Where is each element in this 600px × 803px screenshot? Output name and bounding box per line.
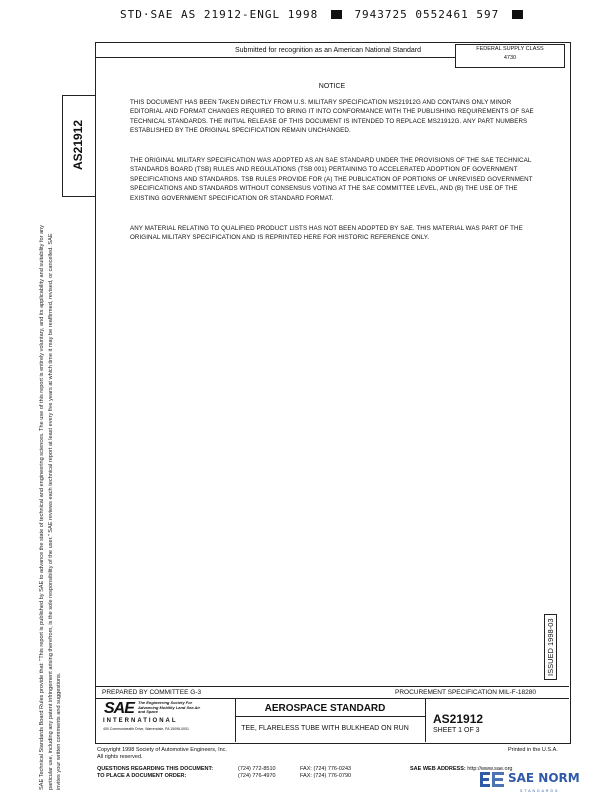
paragraph: ANY MATERIAL RELATING TO QUALIFIED PRODUCT LISTS HAS NOT BEEN ADOPTED BY SAE. THIS MATERIAL WAS PART OF THE ORIGINAL MILITARY SPECIFICATION AND IS REPRINTED HERE FOR HISTORIC REFERENCE ONLY. (130, 225, 523, 242)
submitted-note: Submitted for recognition as an American National Standard (235, 47, 421, 54)
divider (235, 698, 236, 742)
sae-logo: SAE (104, 700, 134, 717)
sae-tagline: The Engineering Society For Advancing Mobility Land Sea Air and Space (138, 700, 201, 714)
footer-questions (97, 766, 213, 780)
divider (425, 698, 426, 742)
footer-phones (238, 766, 276, 780)
fsc-value: 4730 (503, 55, 517, 61)
footer-fax (300, 766, 351, 780)
issued-date: ISSUED 1998-03 (544, 614, 557, 680)
divider (95, 698, 569, 699)
barcode-square-icon (331, 10, 342, 19)
order-label: TO PLACE A DOCUMENT ORDER: (97, 773, 187, 779)
side-title-text: AS21912 (71, 119, 86, 171)
phone-questions: (724) 772-8510 (238, 766, 276, 772)
divider (95, 686, 569, 687)
header-code-left: STD·SAE AS 21912-ENGL 1998 (120, 8, 319, 21)
questions-label: QUESTIONS REGARDING THIS DOCUMENT: (97, 766, 214, 772)
sae-address: 400 Commonwealth Drive, Warrendale, PA 15096-0001 (103, 727, 189, 731)
federal-supply-class (455, 44, 565, 68)
copyright-line: Copyright 1998 Society of Automotive Engineers, Inc. (97, 747, 227, 753)
printed-in: Printed in the U.S.A. (508, 747, 558, 753)
watermark-text: SAE NORM (508, 771, 580, 785)
web-label: SAE WEB ADDRESS: (410, 766, 466, 772)
paragraph: THE ORIGINAL MILITARY SPECIFICATION WAS ADOPTED AS AN SAE STANDARD UNDER THE PROVISIONS OF THE SAE TECHNICAL STANDARDS BOARD (TSB) RULES AND REGULATIONS (TSB 001) PERTAINING TO ACCELERATED ADOPTION OF GOVERNMENT SPECIFICATIONS AND STANDARDS. TSB RULES PROVIDE FOR (A) THE PUBLICATION OF PORTIONS OF UNREVISED GOVERNMENT SPECIFICATIONS AND STANDARDS WITHOUT CONSENSUS VOTING AT THE SAE COMMITTEE LEVEL, AND (B) THE USE OF THE EXISTING GOVERNMENT SPECIFICATION OR STANDARD FORMAT. (130, 157, 533, 202)
header-code (120, 8, 528, 21)
paragraph: THIS DOCUMENT HAS BEEN TAKEN DIRECTLY FROM U.S. MILITARY SPECIFICATION MS21912G AND CONTAINS ONLY MINOR EDITORIAL AND FORMAT CHANGES REQUIRED TO BRING IT INTO CONFORMANCE WITH THE PUBLISHING REQUIREMENTS OF SAE TECHNICAL STANDARDS. THE INITIAL RELEASE OF THIS DOCUMENT IS INTENDED TO REPLACE MS21912G. ANY PART NUMBERS ESTABLISHED BY THE ORIGINAL SPECIFICATION REMAIN UNCHANGED. (130, 99, 534, 135)
doc-title: TEE, FLARELESS TUBE WITH BULKHEAD ON RUN (241, 725, 409, 732)
sae-international: INTERNATIONAL (103, 718, 178, 724)
divider (95, 57, 455, 58)
fax-questions: FAX: (724) 776-0243 (300, 766, 352, 772)
copyright (97, 747, 227, 761)
page-frame (95, 42, 571, 744)
notice-title: NOTICE (318, 83, 346, 90)
phone-orders: (724) 776-4970 (238, 773, 276, 779)
rights-line: All rights reserved. (97, 754, 143, 760)
header-code-mid: 7943725 0552461 597 (354, 8, 500, 21)
prepared-by: PREPARED BY COMMITTEE G-3 (102, 689, 202, 696)
fsc-label: FEDERAL SUPPLY CLASS (476, 46, 544, 52)
watermark-sub: STANDARDS (520, 789, 560, 793)
standard-type: AEROSPACE STANDARD (264, 703, 386, 714)
sheet-number: SHEET 1 OF 3 (433, 727, 480, 734)
barcode-square-icon (512, 10, 523, 19)
divider (235, 716, 425, 717)
web-address[interactable]: http://www.sae.org (467, 766, 513, 772)
doc-number: AS21912 (433, 712, 484, 726)
side-notice: SAE Technical Standards Board Rules provide that: "This report is published by SAE to advance the state of technical and engineering sciences. The use of this report is entirely voluntary, and its applicability and suitability for any particular use, including any patent infringement arising therefrom, is the sole responsibility of the user." SAE reviews each technical report at least every five years at which time it may be reaffirmed, revised, or cancelled. SAE invites your written comments and suggestions. (39, 224, 62, 790)
side-title (62, 95, 95, 195)
fax-orders: FAX: (724) 776-0790 (300, 773, 352, 779)
sae-norm-logo-icon (476, 768, 508, 792)
procurement-spec: PROCUREMENT SPECIFICATION MIL-F-18280 (395, 689, 536, 696)
